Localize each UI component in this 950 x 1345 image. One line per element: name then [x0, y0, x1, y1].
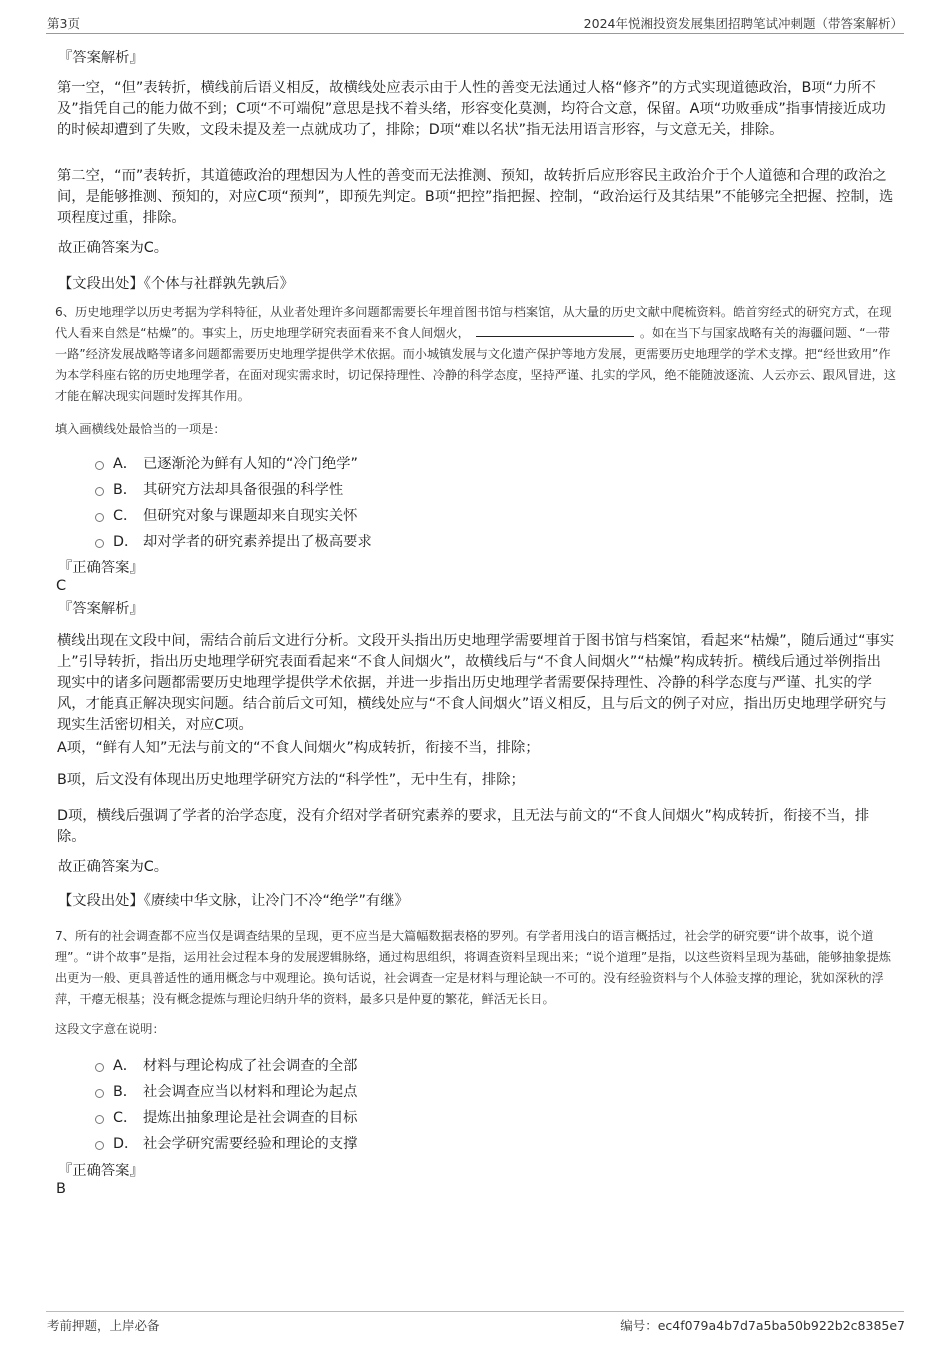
footer-slogan: 考前押题，上岸必备 [47, 1318, 160, 1333]
option-text: 但研究对象与课题却来自现实关怀 [143, 508, 358, 524]
option-letter: C． [113, 508, 138, 524]
option-letter: A． [113, 456, 138, 472]
answer-label: 『正确答案』 [58, 560, 144, 576]
option-text: 其研究方法却具备很强的科学性 [143, 482, 344, 498]
analysis-paragraph: 横线出现在文段中间，需结合前后文进行分析。文段开头指出历史地理学需要埋首于图书馆与档案馆，看起来“枯燥”，随后通过“事实上”引导转折，指出历史地理学研究表面看起来“不食人间烟火”，故横线后与“不食人间烟火”“枯燥”构成转折。横线后通过举例指出现实中的诸多问题都需要历史地理学提供学术依据，并进一步指出历史地理学者需要保持理性、冷静的科学态度与严谨、扎实的学风，才能真正解决现实问题。结合前后文可知，横线处应与“不食人间烟火”语义相反，且与后文的例子对应，指出历史地理学研究与现实生活密切相关，对应C项。 [57, 633, 895, 733]
radio-icon[interactable] [95, 461, 104, 470]
answer-label: 『正确答案』 [58, 1163, 144, 1179]
header-divider [46, 33, 904, 34]
radio-icon[interactable] [95, 1115, 104, 1124]
option-c[interactable] [95, 1107, 357, 1127]
question-stem [55, 302, 897, 407]
radio-icon[interactable] [95, 487, 104, 496]
option-letter: C． [113, 1110, 138, 1126]
option-explanation: B项，后文没有体现出历史地理学研究方法的“科学性”，无中生有，排除； [57, 772, 525, 788]
conclusion: 故正确答案为C。 [58, 859, 169, 875]
question-stem: 7、所有的社会调查都不应当仅是调查结果的呈现，更不应当是大篇幅数据表格的罗列。有学者用浅白的语言概括过，社会学的研究要“讲个故事，说个道理”。“讲个故事”是指，运用社会过程本身的发展逻辑脉络，通过构思组织，将调查资料呈现出来；“说个道理”是指，以这些资料呈现为基础，能够抽象提炼出更为一般、更具普适性的通用概念与中观理论。换句话说，社会调查一定是材料与理论缺一不可的。没有经验资料与个人体验支撑的理论，犹如深秋的浮萍，干瘪无根基；没有概念提炼与理论归纳升华的资料，最多只是仲夏的繁花，鲜活无长日。 [55, 929, 891, 1006]
option-text: 社会学研究需要经验和理论的支撑 [143, 1136, 358, 1152]
option-d[interactable] [95, 531, 372, 551]
source-citation: 【文段出处】《个体与社群孰先孰后》 [58, 276, 294, 292]
option-text: 已逐渐沦为鲜有人知的“冷门绝学” [143, 456, 358, 472]
radio-icon[interactable] [95, 539, 104, 548]
option-a[interactable] [95, 453, 358, 473]
option-b[interactable] [95, 479, 343, 499]
conclusion: 故正确答案为C。 [58, 240, 169, 256]
option-explanation: D项，横线后强调了学者的治学态度，没有介绍对学者研究素养的要求，且无法与前文的“不食人间烟火”构成转折，衔接不当，排除。 [57, 808, 870, 845]
source-citation: 【文段出处】《赓续中华文脉，让冷门不冷“绝学”有继》 [58, 893, 409, 909]
document-id: 编号：ec4f079a4b7d7a5ba50b922b2c8385e7 [620, 1318, 905, 1333]
option-c[interactable] [95, 505, 357, 525]
option-text: 提炼出抽象理论是社会调查的目标 [143, 1110, 358, 1126]
option-letter: B． [113, 1084, 138, 1100]
radio-icon[interactable] [95, 1141, 104, 1150]
analysis-label: 『答案解析』 [58, 601, 144, 617]
option-text: 却对学者的研究素养提出了极高要求 [143, 534, 372, 550]
stem-text: 6、历史地理学以历史考据为学科特征，从业者处理许多问题都需要长年埋首图书馆与档案馆，从大量的历史文献中爬梳资料。皓首穷经式的研究方式，在现代人看来自然是“枯燥”的。事实上，历史地理学研究表面看来不食人间烟火， [55, 305, 892, 340]
answer-value: B [56, 1181, 66, 1197]
option-letter: B． [113, 482, 138, 498]
analysis-label: 『答案解析』 [58, 50, 144, 66]
option-letter: A． [113, 1058, 138, 1074]
radio-icon[interactable] [95, 513, 104, 522]
analysis-paragraph: 第一空，“但”表转折，横线前后语义相反，故横线处应表示由于人性的善变无法通过人格“修齐”的方式实现道德政治，B项“力所不及”指凭自己的能力做不到；C项“不可端倪”意思是找不着头绪，形容变化莫测，均符合文意，保留。A项“功败垂成”指事情接近成功的时候却遭到了失败，文段未提及差一点就成功了，排除；D项“难以名状”指无法用语言形容，与文意无关，排除。 [57, 80, 886, 138]
answer-value: C [56, 578, 67, 594]
page-number: 第3页 [47, 16, 80, 31]
option-d[interactable] [95, 1133, 357, 1153]
option-letter: D． [113, 1136, 139, 1152]
option-text: 社会调查应当以材料和理论为起点 [143, 1084, 358, 1100]
analysis-paragraph: 第二空，“而”表转折，其道德政治的理想因为人性的善变而无法推测、预知，故转折后应形容民主政治介于个人道德和合理的政治之间，是能够推测、预知的，对应C项“预判”，即预先判定。B项“把控”指把握、控制，“政治运行及其结果”不能够完全把握、控制，选项程度过重，排除。 [57, 168, 894, 226]
option-explanation: A项，“鲜有人知”无法与前文的“不食人间烟火”构成转折，衔接不当，排除； [57, 740, 540, 756]
footer-divider [46, 1311, 904, 1312]
question-prompt: 填入画横线处最恰当的一项是： [55, 422, 226, 436]
document-title: 2024年悦湘投资发展集团招聘笔试冲刺题（带答案解析） [583, 16, 903, 31]
option-b[interactable] [95, 1081, 357, 1101]
question-prompt: 这段文字意在说明： [55, 1022, 165, 1036]
stem-text: 。如在当下与国家战略有关的海疆问题、“一带一路”经济发展战略等诸多问题都需要历史地理学提供学术依据。而小城镇发展与文化遗产保护等地方发展，更需要历史地理学的学术支撑。把“经世致用”作为本学科座右铭的历史地理学者，在面对现实需求时，切记保持理性、冷静的科学态度，坚持严谨、扎实的学风，绝不能随波逐流、人云亦云、跟风冒进，这才能在解决现实问题时发挥其作用。 [55, 326, 896, 403]
option-letter: D． [113, 534, 139, 550]
radio-icon[interactable] [95, 1063, 104, 1072]
option-a[interactable] [95, 1055, 357, 1075]
radio-icon[interactable] [95, 1089, 104, 1098]
fill-blank [476, 324, 634, 337]
option-text: 材料与理论构成了社会调查的全部 [143, 1058, 358, 1074]
